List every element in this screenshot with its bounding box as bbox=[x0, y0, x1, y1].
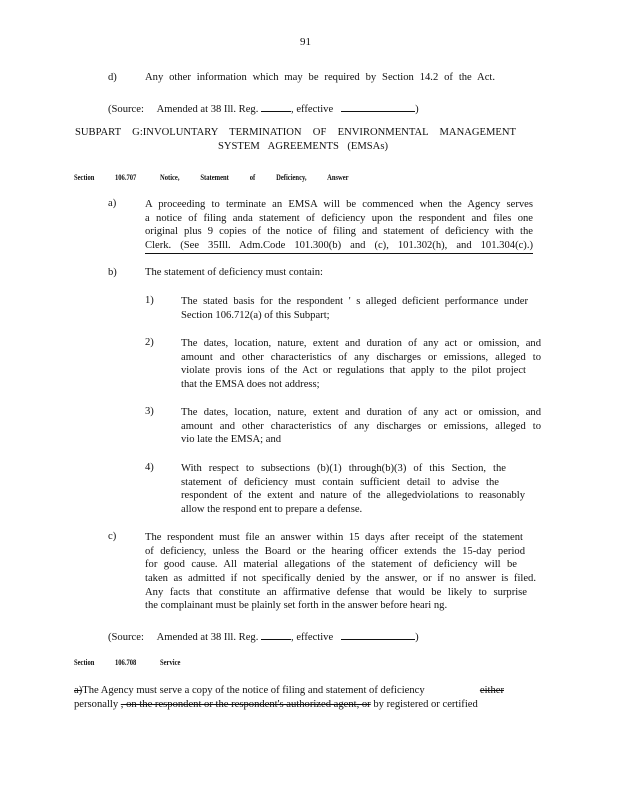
para-line: for good cause. All material allegations of the statement of deficiency will be bbox=[145, 559, 517, 571]
item-d-label: d) bbox=[108, 72, 117, 83]
subpart-heading-line1: SUBPART G:INVOLUNTARY TERMINATION OF ENVIRONMENTAL MANAGEMENT bbox=[75, 127, 516, 138]
source-suffix: ) bbox=[415, 104, 419, 115]
para-c-label: c) bbox=[108, 531, 117, 542]
para-b-label: b) bbox=[108, 267, 117, 278]
service-line-2-a: personally bbox=[74, 698, 119, 710]
para-line: of deficiency, unless the Board or the hearing officer extends the 15-day period bbox=[145, 545, 525, 557]
b-item-1-label: 1) bbox=[145, 295, 154, 306]
item-line: that the EMSA does not address; bbox=[181, 379, 320, 391]
para-a-text bbox=[145, 198, 533, 254]
para-line: original plus 9 copies of the notice of filing and statement of deficiency with the bbox=[145, 226, 533, 238]
struck-label: a) bbox=[74, 685, 83, 696]
item-line: statement of deficiency must contain sufficient detail to advise the bbox=[181, 476, 499, 488]
item-line: The stated basis for the respondent ' s alleged deficient performance under bbox=[181, 296, 528, 307]
b-item-2-label: 2) bbox=[145, 337, 154, 348]
service-line-1-text: The Agency must serve a copy of the notice of filing and statement of deficiency bbox=[82, 685, 425, 696]
source-text: Amended at 38 Ill. Reg. bbox=[156, 104, 259, 115]
source-prefix: (Source: bbox=[108, 632, 144, 643]
para-line: Any facts that constitute an affirmative defense that would be likely to surprise bbox=[145, 586, 527, 598]
page-number: 91 bbox=[300, 36, 311, 48]
service-line-1-main bbox=[74, 684, 425, 698]
item-line: violate provis ions of the Act or regulations that apply to the pilot project bbox=[181, 365, 526, 377]
blank-line bbox=[261, 628, 291, 640]
struck-agent-text: , on the respondent or the respondent's authorized agent, or bbox=[120, 698, 371, 710]
struck-either: either bbox=[479, 685, 504, 696]
service-line-2-b: by registered or certified bbox=[373, 698, 478, 710]
item-line: The dates, location, nature, extent and duration of any act or omission, and bbox=[181, 407, 541, 418]
para-a-label: a) bbox=[108, 198, 117, 209]
source-note-2 bbox=[108, 628, 419, 643]
source-mid: , effective bbox=[291, 104, 334, 115]
service-line-2 bbox=[74, 698, 520, 712]
para-line: taken as admitted if not specifically denied by the answer, or if no answer is filed. bbox=[145, 573, 536, 585]
source-prefix: (Source: bbox=[108, 104, 144, 115]
b-item-2-text bbox=[181, 337, 541, 392]
para-c-text bbox=[145, 531, 536, 613]
service-para bbox=[74, 684, 520, 711]
section-number: 106.707 bbox=[115, 173, 137, 182]
b-item-4-text bbox=[181, 462, 525, 517]
b-item-3-text bbox=[181, 406, 541, 447]
item-line: respondent of the extent and nature of the allegedviolations to reasonably bbox=[181, 490, 525, 502]
para-b-text: The statement of deficiency must contain: bbox=[145, 267, 323, 278]
section-title: Notice, Statement of Deficiency, Answer bbox=[160, 173, 349, 182]
b-item-1-text bbox=[181, 295, 528, 322]
para-line: Clerk. (See 35Ill. Adm.Code 101.300(b) and (c), 101.302(h), and 101.304(c).) bbox=[145, 239, 533, 254]
item-d-text: Any other information which may be required by Section 14.2 of the Act. bbox=[145, 72, 495, 83]
item-line: allow the respond ent to prepare a defense. bbox=[181, 504, 363, 516]
para-line: a notice of filing anda statement of deficiency upon the respondent and files one bbox=[145, 212, 533, 224]
blank-line bbox=[341, 100, 415, 112]
b-item-3-label: 3) bbox=[145, 406, 154, 417]
section-title: Service bbox=[160, 658, 181, 667]
para-line: A proceeding to terminate an EMSA will be commenced when the Agency serves bbox=[145, 199, 533, 210]
source-suffix: ) bbox=[415, 632, 419, 643]
section-label: Section bbox=[74, 173, 95, 182]
section-number: 106.708 bbox=[115, 658, 137, 667]
section-label: Section bbox=[74, 658, 95, 667]
subpart-heading-line2: SYSTEM AGREEMENTS (EMSAs) bbox=[218, 141, 388, 152]
source-text: Amended at 38 Ill. Reg. bbox=[156, 632, 259, 643]
item-line: amount and other characteristics of any discharges or emissions, alleged to bbox=[181, 351, 541, 363]
service-line-1 bbox=[74, 684, 504, 698]
item-line: The dates, location, nature, extent and duration of any act or omission, and bbox=[181, 338, 541, 349]
item-line: amount and other characteristics of any discharges or emissions, alleged to bbox=[181, 420, 541, 432]
para-line: The respondent must file an answer within 15 days after receipt of the statement bbox=[145, 532, 523, 543]
source-note-1 bbox=[108, 100, 419, 115]
source-mid: , effective bbox=[291, 632, 334, 643]
item-line: Section 106.712(a) of this Subpart; bbox=[181, 309, 330, 321]
item-line: vio late the EMSA; and bbox=[181, 434, 282, 446]
blank-line bbox=[341, 628, 415, 640]
blank-line bbox=[261, 100, 291, 112]
item-line: With respect to subsections (b)(1) through(b)(3) of this Section, the bbox=[181, 463, 506, 474]
para-line: the complainant must be plainly set forth in the answer before heari ng. bbox=[145, 600, 448, 612]
b-item-4-label: 4) bbox=[145, 462, 154, 473]
